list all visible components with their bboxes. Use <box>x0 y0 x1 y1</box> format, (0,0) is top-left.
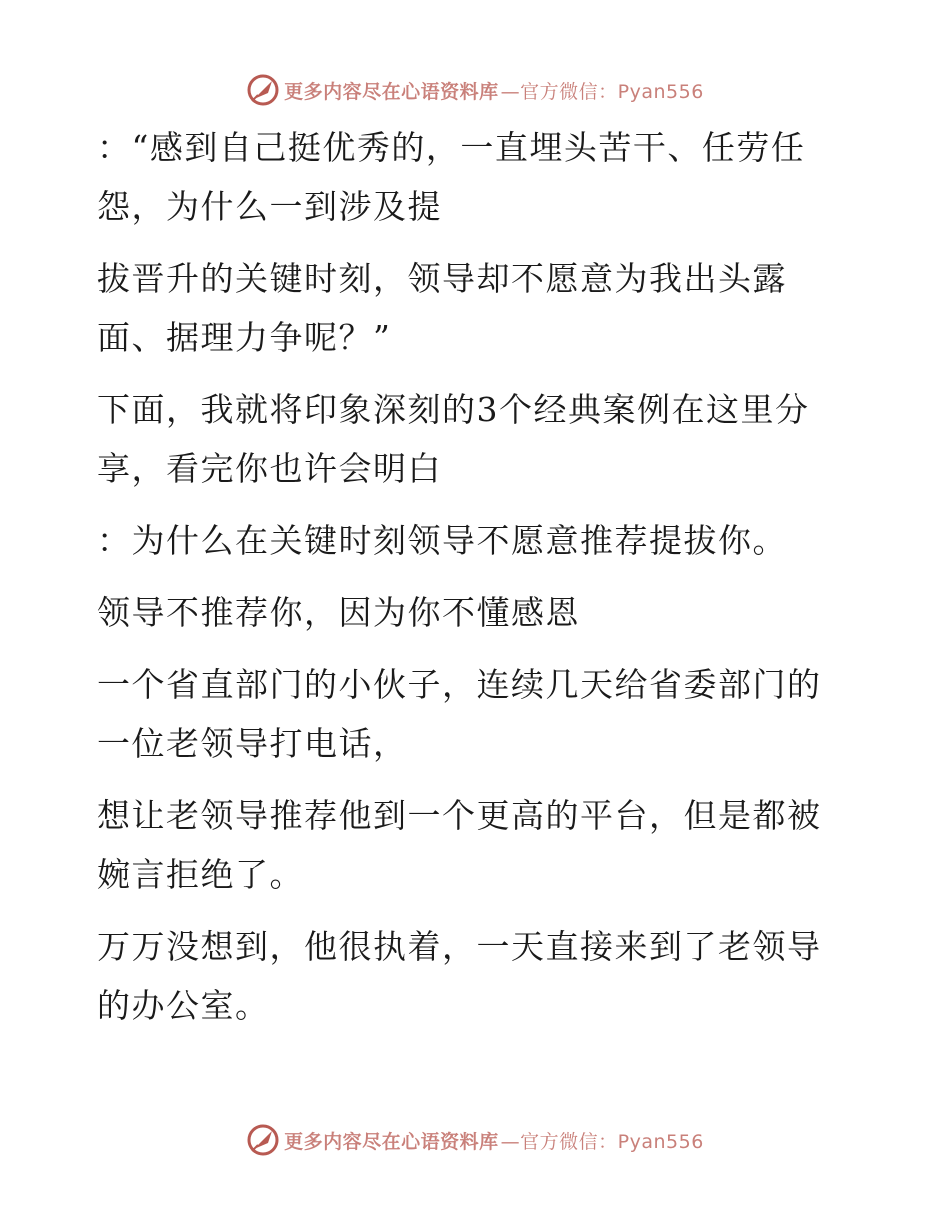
paragraph: 想让老领导推荐他到一个更高的平台，但是都被婉言拒绝了。 <box>97 796 822 894</box>
paragraph: 领导不推荐你，因为你不懂感恩 <box>97 593 580 632</box>
paragraph: 一个省直部门的小伙子，连续几天给省委部门的一位老领导打电话， <box>97 665 822 763</box>
watermark-text: 更多内容尽在心语资料库 <box>284 1130 499 1153</box>
paragraph: 万万没想到，他很执着，一天直接来到了老领导的办公室。 <box>97 927 822 1025</box>
watermark-contact: —官方微信：Pyan556 <box>500 80 704 103</box>
paragraph: 下面，我就将印象深刻的3个经典案例在这里分享，看完你也许会明白 <box>97 390 810 488</box>
watermark-contact: —官方微信：Pyan556 <box>500 1130 704 1153</box>
quill-logo-icon <box>246 73 280 107</box>
footer-watermark <box>0 1118 950 1162</box>
watermark-text: 更多内容尽在心语资料库 <box>284 80 499 103</box>
paragraph: ：为什么在关键时刻领导不愿意推荐提拔你。 <box>97 521 787 560</box>
paragraph: 拔晋升的关键时刻，领导却不愿意为我出头露面、据理力争呢？” <box>97 259 787 357</box>
document-body <box>97 118 837 1048</box>
paragraph: ：“感到自己挺优秀的，一直埋头苦干、任劳任怨，为什么一到涉及提 <box>97 128 806 226</box>
header-watermark <box>0 68 950 112</box>
quill-logo-icon <box>246 1123 280 1157</box>
